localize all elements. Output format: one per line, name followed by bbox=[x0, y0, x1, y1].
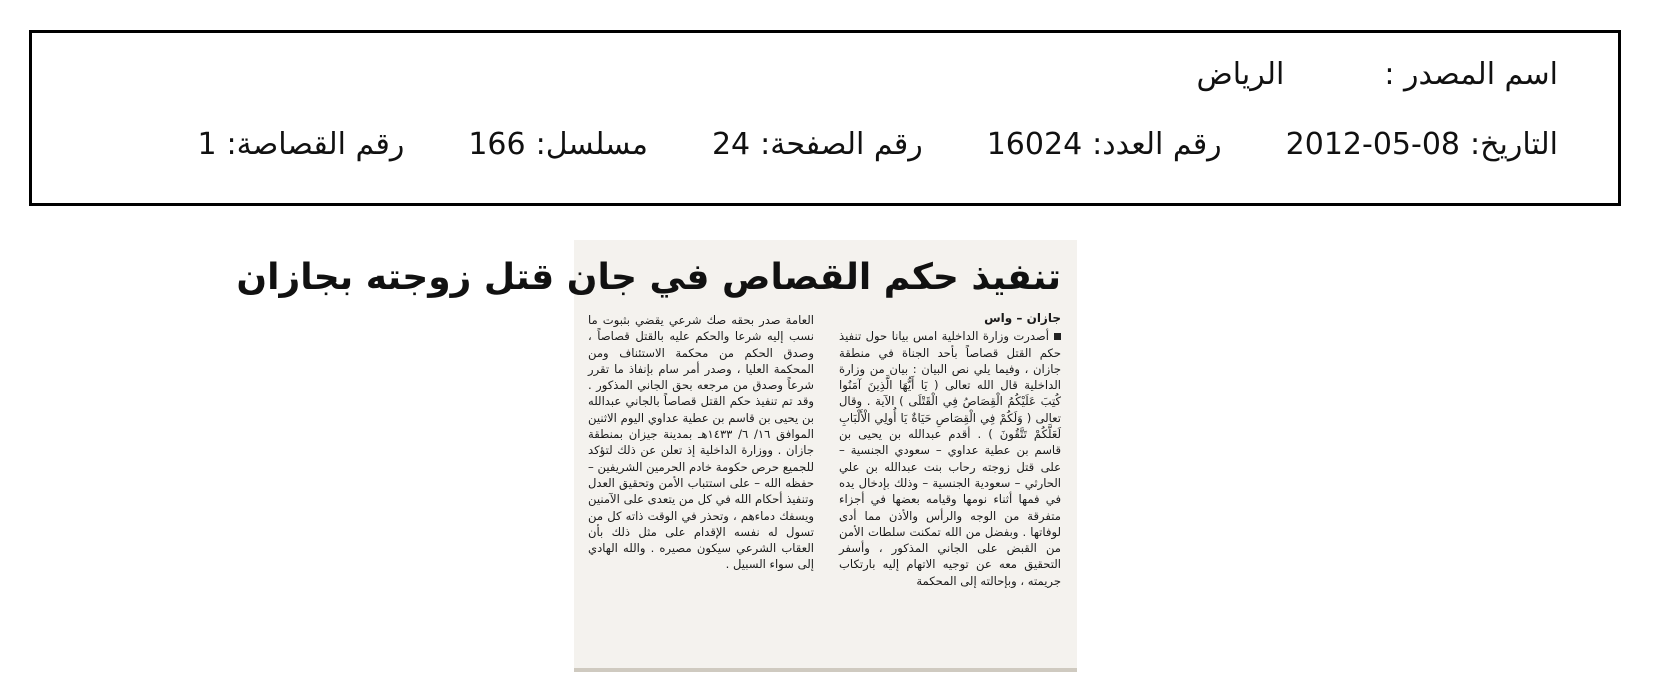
source-label: اسم المصدر : bbox=[1384, 57, 1558, 92]
page-field bbox=[712, 125, 923, 165]
source-row bbox=[1197, 55, 1558, 95]
issue-value: 16024 bbox=[986, 127, 1083, 162]
column-left-text: العامة صدر بحقه صك شرعي يقضي بثبوت ما نسب إليه شرعا والحكم عليه بالقتل قصاصاً ، وصدق الحكم من محكمة الاستئناف ومن المحكمة العليا ، وصدر أمر سام بإنفاذ ما تقرر شرعاً وصدق من مرجعه بحق الجاني المذكور . وقد تم تنفيذ حكم القتل قصاصاً بالجاني عبدالله بن يحيى بن قاسم بن عطية عداوي اليوم الاثنين الموافق ١٦/ ٦/ ١٤٣٣هـ بمدينة جيزان بمنطقة جازان . ووزارة الداخلية إذ تعلن عن ذلك لتؤكد للجميع حرص حكومة خادم الحرمين الشريفين – حفظه الله – على استتباب الأمن وتحقيق العدل وتنفيذ أحكام الله في كل من يتعدى على الآمنين ويسفك دماءهم ، وتحذر في الوقت ذاته كل من تسول له نفسه الإقدام على مثل ذلك بأن العقاب الشرعي سيكون مصيره . والله الهادي إلى سواء السبيل . bbox=[588, 313, 814, 572]
page-value: 24 bbox=[711, 127, 751, 162]
clip-field bbox=[197, 125, 404, 165]
issue-label: رقم العدد: bbox=[1092, 127, 1222, 162]
serial-field bbox=[468, 125, 648, 165]
issue-field bbox=[987, 125, 1222, 165]
page-label: رقم الصفحة: bbox=[760, 127, 923, 162]
article-column-right bbox=[839, 310, 1061, 589]
date-label: التاريخ: bbox=[1470, 127, 1558, 162]
bullet-icon bbox=[1054, 333, 1061, 340]
clipping-edge bbox=[574, 668, 1077, 672]
article-column-left bbox=[588, 312, 814, 573]
serial-value: 166 bbox=[468, 127, 526, 162]
article-byline: جازان – واس bbox=[984, 311, 1061, 325]
date-value: 2012-05-08 bbox=[1285, 127, 1461, 162]
serial-label: مسلسل: bbox=[535, 127, 648, 162]
newspaper-clipping bbox=[236, 240, 1077, 672]
metadata-row bbox=[133, 125, 1558, 165]
date-field bbox=[1286, 125, 1558, 165]
column-right-text: أصدرت وزارة الداخلية امس بيانا حول تنفيذ حكم القتل قصاصاً بأحد الجناة في منطقة جازان ، وفيما يلي نص البيان : بيان من وزارة الداخلية قال الله تعالى ( يَا أَيُّهَا الَّذِينَ آمَنُوا كُتِبَ عَلَيْكُمُ الْقِصَاصُ فِي الْقَتْلَى ) الآية . وقال تعالى ( وَلَكُمْ فِي الْقِصَاصِ حَيَاةٌ يَا أُولِي الْأَلْبَابِ لَعَلَّكُمْ تَتَّقُونَ ) . أقدم عبدالله بن يحيى بن قاسم بن عطية عداوي – سعودي الجنسية – على قتل زوجته رحاب بنت عبدالله بن علي الحارثي – سعودية الجنسية – وذلك بإدخال يده في فمها أثناء نومها وقيامه بعضها في أجزاء متفرقة من الوجه والرأس والأذن مما أدى لوفاتها . وبفضل من الله تمكنت سلطات الأمن من القبض على الجاني المذكور ، وأسفر التحقيق معه عن توجيه الاتهام إليه بارتكاب جريمته ، وبإحالته إلى المحكمة bbox=[839, 329, 1061, 588]
clip-label: رقم القصاصة: bbox=[226, 127, 405, 162]
clip-value: 1 bbox=[197, 127, 217, 162]
source-value: الرياض bbox=[1196, 57, 1285, 92]
article-headline: تنفيذ حكم القصاص في جان قتل زوجته بجازان bbox=[236, 257, 1061, 298]
source-info-box bbox=[29, 30, 1621, 206]
